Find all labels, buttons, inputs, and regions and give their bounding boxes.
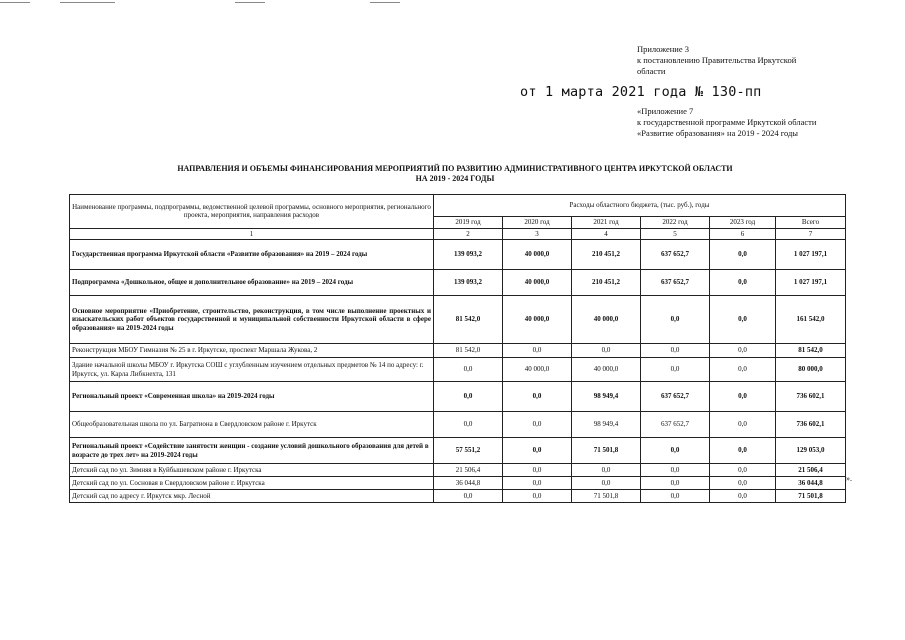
row-value: 0,0 bbox=[710, 344, 776, 358]
table-row bbox=[70, 438, 846, 464]
appendix-label: Приложение 3 bbox=[637, 44, 689, 54]
row-total: 736 602,1 bbox=[776, 382, 846, 412]
row-value: 0,0 bbox=[710, 464, 776, 477]
row-value: 0,0 bbox=[710, 438, 776, 464]
budget-table bbox=[69, 194, 846, 503]
row-value: 637 652,7 bbox=[641, 240, 710, 270]
row-value: 0,0 bbox=[503, 382, 572, 412]
scan-artifact bbox=[60, 2, 115, 3]
row-value: 0,0 bbox=[434, 412, 503, 438]
row-value: 40 000,0 bbox=[503, 240, 572, 270]
row-total: 80 000,0 bbox=[776, 358, 846, 382]
table-row bbox=[70, 382, 846, 412]
column-header: 2023 год bbox=[710, 217, 776, 229]
row-value: 36 044,8 bbox=[434, 477, 503, 490]
row-total: 1 027 197,1 bbox=[776, 240, 846, 270]
column-header: 2021 год bbox=[572, 217, 641, 229]
row-name: Здание начальной школы МБОУ г. Иркутска СОШ с углубленным изучением отдельных предметов № 14 по адресу: г. Иркутск, ул. Карла Либкнехта, 131 bbox=[70, 358, 434, 382]
name-column-header: Наименование программы, подпрограммы, ведомственной целевой программы, основного мероприятия, регионального проекта, мероприятия, направления расходов bbox=[70, 195, 434, 229]
row-value: 0,0 bbox=[641, 438, 710, 464]
row-value: 98 949,4 bbox=[572, 382, 641, 412]
table-row bbox=[70, 412, 846, 438]
row-value: 0,0 bbox=[503, 438, 572, 464]
scan-artifact bbox=[370, 2, 400, 3]
table-row bbox=[70, 464, 846, 477]
column-number: 3 bbox=[503, 228, 572, 240]
row-value: 0,0 bbox=[710, 270, 776, 296]
row-total: 81 542,0 bbox=[776, 344, 846, 358]
column-number: 5 bbox=[641, 228, 710, 240]
row-value: 0,0 bbox=[503, 464, 572, 477]
row-value: 0,0 bbox=[434, 382, 503, 412]
row-name: Детский сад по ул. Зимняя в Куйбышевском районе г. Иркутска bbox=[70, 464, 434, 477]
row-value: 637 652,7 bbox=[641, 382, 710, 412]
row-value: 40 000,0 bbox=[572, 296, 641, 344]
row-value: 0,0 bbox=[710, 382, 776, 412]
title-line-2: НА 2019 - 2024 ГОДЫ bbox=[415, 174, 495, 183]
row-total: 71 501,8 bbox=[776, 490, 846, 503]
column-number: 4 bbox=[572, 228, 641, 240]
row-value: 0,0 bbox=[710, 477, 776, 490]
row-value: 0,0 bbox=[434, 490, 503, 503]
row-value: 0,0 bbox=[710, 296, 776, 344]
row-name: Детский сад по ул. Сосновая в Свердловском районе г. Иркутска bbox=[70, 477, 434, 490]
decree-date: от 1 марта 2021 года № 130-пп bbox=[520, 84, 762, 100]
column-header: 2022 год bbox=[641, 217, 710, 229]
row-value: 0,0 bbox=[641, 477, 710, 490]
row-value: 57 551,2 bbox=[434, 438, 503, 464]
table-row bbox=[70, 240, 846, 270]
row-value: 0,0 bbox=[710, 358, 776, 382]
column-number: 7 bbox=[776, 228, 846, 240]
scan-artifact bbox=[0, 2, 30, 3]
row-value: 40 000,0 bbox=[503, 358, 572, 382]
row-name: Реконструкция МБОУ Гимназия № 25 в г. Иркутске, проспект Маршала Жукова, 2 bbox=[70, 344, 434, 358]
table-row bbox=[70, 490, 846, 503]
row-value: 0,0 bbox=[710, 412, 776, 438]
row-name: Региональный проект «Содействие занятости женщин - создание условий дошкольного образования для детей в возрасте до трех лет» на 2019-2024 годы bbox=[70, 438, 434, 464]
document-title bbox=[60, 164, 850, 184]
row-value: 210 451,2 bbox=[572, 270, 641, 296]
row-value: 637 652,7 bbox=[641, 270, 710, 296]
row-value: 0,0 bbox=[641, 464, 710, 477]
table-row bbox=[70, 358, 846, 382]
row-value: 40 000,0 bbox=[572, 358, 641, 382]
column-header: 2019 год bbox=[434, 217, 503, 229]
table-row bbox=[70, 477, 846, 490]
program-reference-label: «Приложение 7 bbox=[637, 106, 694, 116]
program-reference-text: к государственной программе Иркутской области «Развитие образования» на 2019 - 2024 годы bbox=[637, 117, 817, 138]
row-name: Основное мероприятие «Приобретение, строительство, реконструкция, в том числе выполнение проектных и изыскательских работ объектов государственной и муниципальной собственности Иркутской области в сфере образования» на 2019-2024 годы bbox=[70, 296, 434, 344]
table-row bbox=[70, 344, 846, 358]
row-value: 40 000,0 bbox=[503, 296, 572, 344]
row-value: 40 000,0 bbox=[503, 270, 572, 296]
column-number: 6 bbox=[710, 228, 776, 240]
row-total: 1 027 197,1 bbox=[776, 270, 846, 296]
program-reference bbox=[637, 106, 852, 139]
row-total: 161 542,0 bbox=[776, 296, 846, 344]
row-value: 0,0 bbox=[710, 490, 776, 503]
row-value: 0,0 bbox=[572, 344, 641, 358]
row-name: Общеобразовательная школа по ул. Багратиона в Свердловском районе г. Иркутск bbox=[70, 412, 434, 438]
row-name: Подпрограмма «Дошкольное, общее и дополнительное образование» на 2019 – 2024 годы bbox=[70, 270, 434, 296]
row-total: 129 053,0 bbox=[776, 438, 846, 464]
row-total: 736 602,1 bbox=[776, 412, 846, 438]
row-value: 0,0 bbox=[641, 358, 710, 382]
row-name: Государственная программа Иркутской области «Развитие образования» на 2019 – 2024 годы bbox=[70, 240, 434, 270]
appendix-text: к постановлению Правительства Иркутской области bbox=[637, 55, 797, 76]
row-value: 0,0 bbox=[641, 344, 710, 358]
row-value: 21 506,4 bbox=[434, 464, 503, 477]
column-header: Всего bbox=[776, 217, 846, 229]
row-value: 637 652,7 bbox=[641, 412, 710, 438]
row-value: 139 093,2 bbox=[434, 270, 503, 296]
row-value: 0,0 bbox=[710, 240, 776, 270]
row-name: Региональный проект «Современная школа» на 2019-2024 годы bbox=[70, 382, 434, 412]
row-total: 21 506,4 bbox=[776, 464, 846, 477]
row-value: 81 542,0 bbox=[434, 344, 503, 358]
row-name: Детский сад по адресу г. Иркутск мкр. Лесной bbox=[70, 490, 434, 503]
row-value: 210 451,2 bbox=[572, 240, 641, 270]
appendix-header bbox=[637, 44, 802, 77]
row-value: 0,0 bbox=[641, 296, 710, 344]
table-row bbox=[70, 270, 846, 296]
row-value: 0,0 bbox=[572, 477, 641, 490]
expenses-group-header: Расходы областного бюджета, (тыс. руб.), годы bbox=[434, 195, 846, 217]
row-value: 81 542,0 bbox=[434, 296, 503, 344]
table-row bbox=[70, 296, 846, 344]
row-value: 71 501,8 bbox=[572, 438, 641, 464]
row-value: 0,0 bbox=[572, 464, 641, 477]
title-line-1: НАПРАВЛЕНИЯ И ОБЪЕМЫ ФИНАНСИРОВАНИЯ МЕРОПРИЯТИЙ ПО РАЗВИТИЮ АДМИНИСТРАТИВНОГО ЦЕНТРА ИРКУТСКОЙ ОБЛАСТИ bbox=[177, 164, 733, 173]
closing-quote-mark: ». bbox=[846, 474, 852, 483]
column-number: 1 bbox=[70, 228, 434, 240]
row-value: 0,0 bbox=[641, 490, 710, 503]
row-value: 71 501,8 bbox=[572, 490, 641, 503]
row-value: 0,0 bbox=[503, 344, 572, 358]
row-value: 0,0 bbox=[434, 358, 503, 382]
scan-artifact bbox=[235, 2, 265, 3]
row-value: 0,0 bbox=[503, 477, 572, 490]
row-total: 36 044,8 bbox=[776, 477, 846, 490]
row-value: 139 093,2 bbox=[434, 240, 503, 270]
row-value: 98 949,4 bbox=[572, 412, 641, 438]
column-number: 2 bbox=[434, 228, 503, 240]
row-value: 0,0 bbox=[503, 490, 572, 503]
row-value: 0,0 bbox=[503, 412, 572, 438]
column-header: 2020 год bbox=[503, 217, 572, 229]
